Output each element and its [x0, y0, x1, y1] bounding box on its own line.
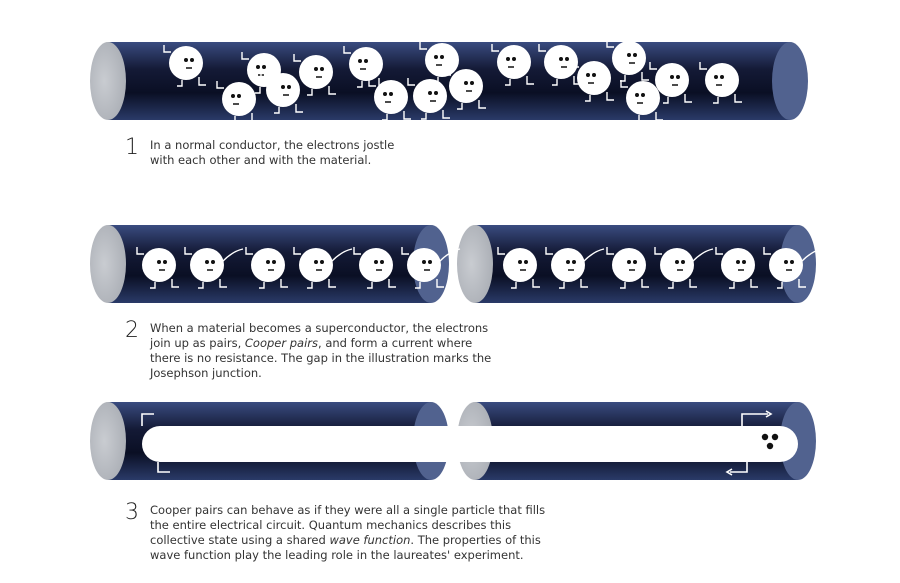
caption-1: In a normal conductor, the electrons jostle with each other and with the material.: [150, 138, 395, 167]
caption-2-part-a: When a material becomes a superconductor, the electrons join up as pairs,: [150, 321, 489, 350]
tube-1-left-cap: [90, 42, 126, 120]
step-number-1: 1: [125, 135, 139, 160]
step-number-3: 3: [125, 500, 139, 525]
caption-2-part-b: , and form a current where there is no resistance. The gap in the illustration marks the Josephson junction.: [150, 336, 492, 380]
tube-1-right-cap: [772, 42, 808, 120]
caption-3-emphasis: wave function: [329, 533, 411, 547]
caption-3-part-b: . The properties of this wave function play the leading role in the laureates' experiment.: [150, 533, 541, 562]
caption-3: [150, 503, 550, 563]
caption-2-emphasis: Cooper pairs: [244, 336, 319, 350]
caption-3-part-a: Cooper pairs can behave as if they were all a single particle that fills the entire electrical circuit. Quantum mechanics describes this collective state using a shared: [150, 503, 546, 547]
step-number-2: 2: [125, 318, 139, 343]
caption-2: [150, 321, 495, 381]
